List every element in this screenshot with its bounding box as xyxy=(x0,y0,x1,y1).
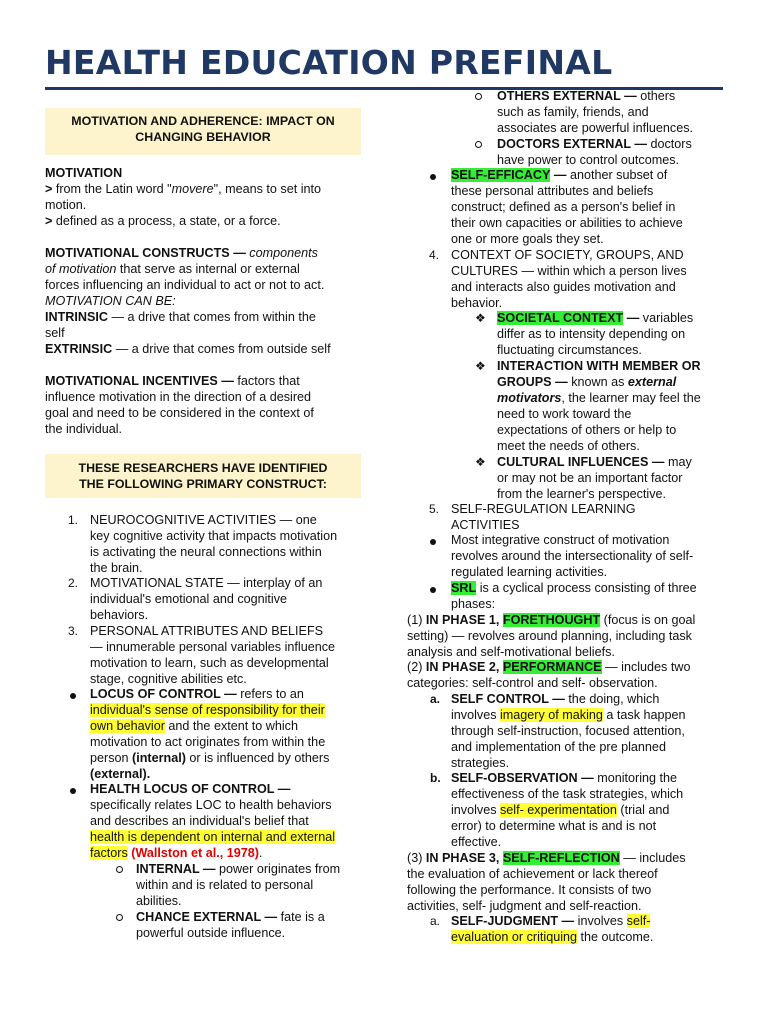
text-line: setting) — revolves around planning, including task xyxy=(407,629,692,643)
motivation-can-be: MOTIVATION CAN BE: xyxy=(45,294,176,308)
self-efficacy: SELF-EFFICACY — another subset of xyxy=(451,168,668,182)
process-definition: > defined as a process, a state, or a force. xyxy=(45,214,281,228)
text-line: own behavior and the extent to which xyxy=(90,719,298,733)
motivation-heading: MOTIVATION xyxy=(45,166,123,180)
text-line: following the performance. It consists of two xyxy=(407,883,652,897)
text-line: construct; defined as a person's belief in xyxy=(451,200,676,214)
text-line: meet the needs of others. xyxy=(497,439,640,453)
circle-bullet-icon xyxy=(116,866,123,873)
diamond-bullet-icon: ❖ xyxy=(475,311,486,325)
text-line: motivators, the learner may feel the xyxy=(497,391,701,405)
text-line: such as family, friends, and xyxy=(497,105,649,119)
interaction-with-groups: INTERACTION WITH MEMBER OR xyxy=(497,359,701,373)
list-item-line: is activating the neural connections within xyxy=(90,545,322,559)
section-header-line: THESE RESEARCHERS HAVE IDENTIFIED xyxy=(78,461,328,475)
list-item-line: the brain. xyxy=(90,561,143,575)
section-header-line: CHANGING BEHAVIOR xyxy=(135,130,271,144)
societal-context: SOCIETAL CONTEXT — variables xyxy=(497,311,694,325)
text-line: or may not be an important factor xyxy=(497,471,683,485)
list-item-line: and interacts also guides motivation and xyxy=(451,280,676,294)
text-line: fluctuating circumstances. xyxy=(497,343,642,357)
text-line: and describes an individual's belief that xyxy=(90,814,309,828)
text-line: person (internal) or is influenced by others xyxy=(90,751,330,765)
self-observation: SELF-OBSERVATION — monitoring the xyxy=(451,771,678,785)
incentives-definition: MOTIVATIONAL INCENTIVES — factors that xyxy=(45,374,300,388)
diamond-bullet-icon: ❖ xyxy=(475,455,486,469)
diamond-bullet-icon: ❖ xyxy=(475,359,486,373)
text-line: forces influencing an individual to act or not to act. xyxy=(45,278,325,292)
text-line: phases: xyxy=(451,597,496,611)
phase-2: (2) IN PHASE 2, PERFORMANCE — includes two xyxy=(407,660,691,674)
text-line: analysis and self-motivational beliefs. xyxy=(407,645,615,659)
text-line: motion. xyxy=(45,198,87,212)
text-line: within and is related to personal xyxy=(136,878,314,892)
text-line: revolves around the intersectionality of self- xyxy=(451,549,694,563)
text-line: expectations of others or help to xyxy=(497,423,677,437)
self-judgment: SELF-JUDGMENT — involves self- xyxy=(451,914,651,928)
extrinsic-definition: EXTRINSIC — a drive that comes from outside self xyxy=(45,342,331,356)
list-item-line: key cognitive activity that impacts motivation xyxy=(90,529,338,543)
text-line: abilities. xyxy=(136,894,182,908)
text-line: have power to control outcomes. xyxy=(497,153,680,167)
list-item-line: PERSONAL ATTRIBUTES AND BELIEFS xyxy=(90,624,324,638)
list-item-line: ACTIVITIES xyxy=(451,518,520,532)
text-line: evaluation or critiquing the outcome. xyxy=(451,930,654,944)
text-line: their own capacities or abilities to achieve xyxy=(451,216,683,230)
citation-line: factors (Wallston et al., 1978). xyxy=(90,846,263,860)
list-item-line: behaviors. xyxy=(90,608,149,622)
list-number: 1. xyxy=(68,513,79,527)
list-number: 2. xyxy=(68,576,79,590)
cultural-influences: CULTURAL INFLUENCES — may xyxy=(497,455,692,469)
bullet-icon xyxy=(430,587,436,593)
constructs-definition: MOTIVATIONAL CONSTRUCTS — components xyxy=(45,246,318,260)
list-number: 4. xyxy=(429,248,440,262)
self-control: SELF CONTROL — the doing, which xyxy=(451,692,660,706)
section-header-line: THE FOLLOWING PRIMARY CONSTRUCT: xyxy=(79,477,327,491)
text-line: categories: self-control and self- observation. xyxy=(407,676,658,690)
srl-definition: SRL is a cyclical process consisting of three xyxy=(451,581,697,595)
text-line: specifically relates LOC to health behaviors xyxy=(90,798,332,812)
phase-3: (3) IN PHASE 3, SELF-REFLECTION — includes xyxy=(407,851,686,865)
list-item-line: CULTURES — within which a person lives xyxy=(451,264,687,278)
bullet-icon xyxy=(70,788,76,794)
text-line: one or more goals they set. xyxy=(451,232,604,246)
text-line: goal and need to be considered in the context of xyxy=(45,406,314,420)
text-line: regulated learning activities. xyxy=(451,565,608,579)
text-line: effective. xyxy=(451,835,502,849)
list-item-line: motivation to learn, such as developmental xyxy=(90,656,329,670)
locus-of-control: LOCUS OF CONTROL — refers to an xyxy=(90,687,304,701)
page-title: HEALTH EDUCATION PREFINAL xyxy=(45,43,613,82)
intrinsic-definition: INTRINSIC — a drive that comes from within the xyxy=(45,310,316,324)
circle-bullet-icon xyxy=(475,93,482,100)
health-locus-of-control: HEALTH LOCUS OF CONTROL — xyxy=(90,782,291,796)
text-line: involves imagery of making a task happen xyxy=(451,708,686,722)
text-line: strategies. xyxy=(451,756,510,770)
list-item-line: MOTIVATIONAL STATE — interplay of an xyxy=(90,576,323,590)
text-line: the individual. xyxy=(45,422,123,436)
text-line: powerful outside influence. xyxy=(136,926,286,940)
phase-1: (1) IN PHASE 1, FORETHOUGHT (focus is on goal xyxy=(407,613,696,627)
text-line: involves self- experimentation (trial and xyxy=(451,803,670,817)
list-number: 3. xyxy=(68,624,79,638)
list-item-line: — innumerable personal variables influence xyxy=(90,640,336,654)
text-line: and implementation of the pre planned xyxy=(451,740,666,754)
circle-bullet-icon xyxy=(475,141,482,148)
text-line: the evaluation of achievement or lack thereof xyxy=(407,867,658,881)
text-line: associates are powerful influences. xyxy=(497,121,694,135)
text-line: Most integrative construct of motivation xyxy=(451,533,670,547)
list-item-line: individual's emotional and cognitive xyxy=(90,592,288,606)
internal-definition: INTERNAL — power originates from xyxy=(136,862,341,876)
text-line: from the learner's perspective. xyxy=(497,487,666,501)
text-line: influence motivation in the direction of a desired xyxy=(45,390,312,404)
text-line: (external). xyxy=(90,767,151,781)
circle-bullet-icon xyxy=(116,914,123,921)
bullet-icon xyxy=(70,693,76,699)
text-line: health is dependent on internal and external xyxy=(90,830,336,844)
text-line: activities, self- judgment and self-reaction. xyxy=(407,899,642,913)
section-header-line: MOTIVATION AND ADHERENCE: IMPACT ON xyxy=(71,114,335,128)
chance-external-definition: CHANCE EXTERNAL — fate is a xyxy=(136,910,325,924)
list-item-line: behavior. xyxy=(451,296,503,310)
text-line: motivation to act originates from within the xyxy=(90,735,326,749)
text-line: through self-instruction, focused attention, xyxy=(451,724,685,738)
text-line: GROUPS — known as external xyxy=(497,375,677,389)
list-item-line: stage, cognitive abilities etc. xyxy=(90,672,247,686)
list-item-line: NEUROCOGNITIVE ACTIVITIES — one xyxy=(90,513,317,527)
text-line: differ as to intensity depending on xyxy=(497,327,686,341)
text-line: these personal attributes and beliefs xyxy=(451,184,654,198)
section-header-motivation xyxy=(45,108,361,155)
bullet-icon xyxy=(430,174,436,180)
list-item-line: SELF-REGULATION LEARNING xyxy=(451,502,636,516)
list-letter: a. xyxy=(430,914,441,928)
list-number: 5. xyxy=(429,502,440,516)
text-line: self xyxy=(45,326,65,340)
list-item-line: CONTEXT OF SOCIETY, GROUPS, AND xyxy=(451,248,684,262)
list-letter: a. xyxy=(430,692,441,706)
text-line: need to work toward the xyxy=(497,407,632,421)
text-line: of motivation that serve as internal or external xyxy=(45,262,300,276)
text-line: effectiveness of the task strategies, which xyxy=(451,787,684,801)
doctors-external: DOCTORS EXTERNAL — doctors xyxy=(497,137,692,151)
others-external: OTHERS EXTERNAL — others xyxy=(497,89,676,103)
text-line: error) to determine what is and is not xyxy=(451,819,657,833)
latin-definition: > from the Latin word "movere", means to set into xyxy=(45,182,322,196)
section-header-researchers xyxy=(45,454,361,498)
text-line: individual's sense of responsibility for their xyxy=(90,703,325,717)
bullet-icon xyxy=(430,539,436,545)
list-letter: b. xyxy=(430,771,441,785)
